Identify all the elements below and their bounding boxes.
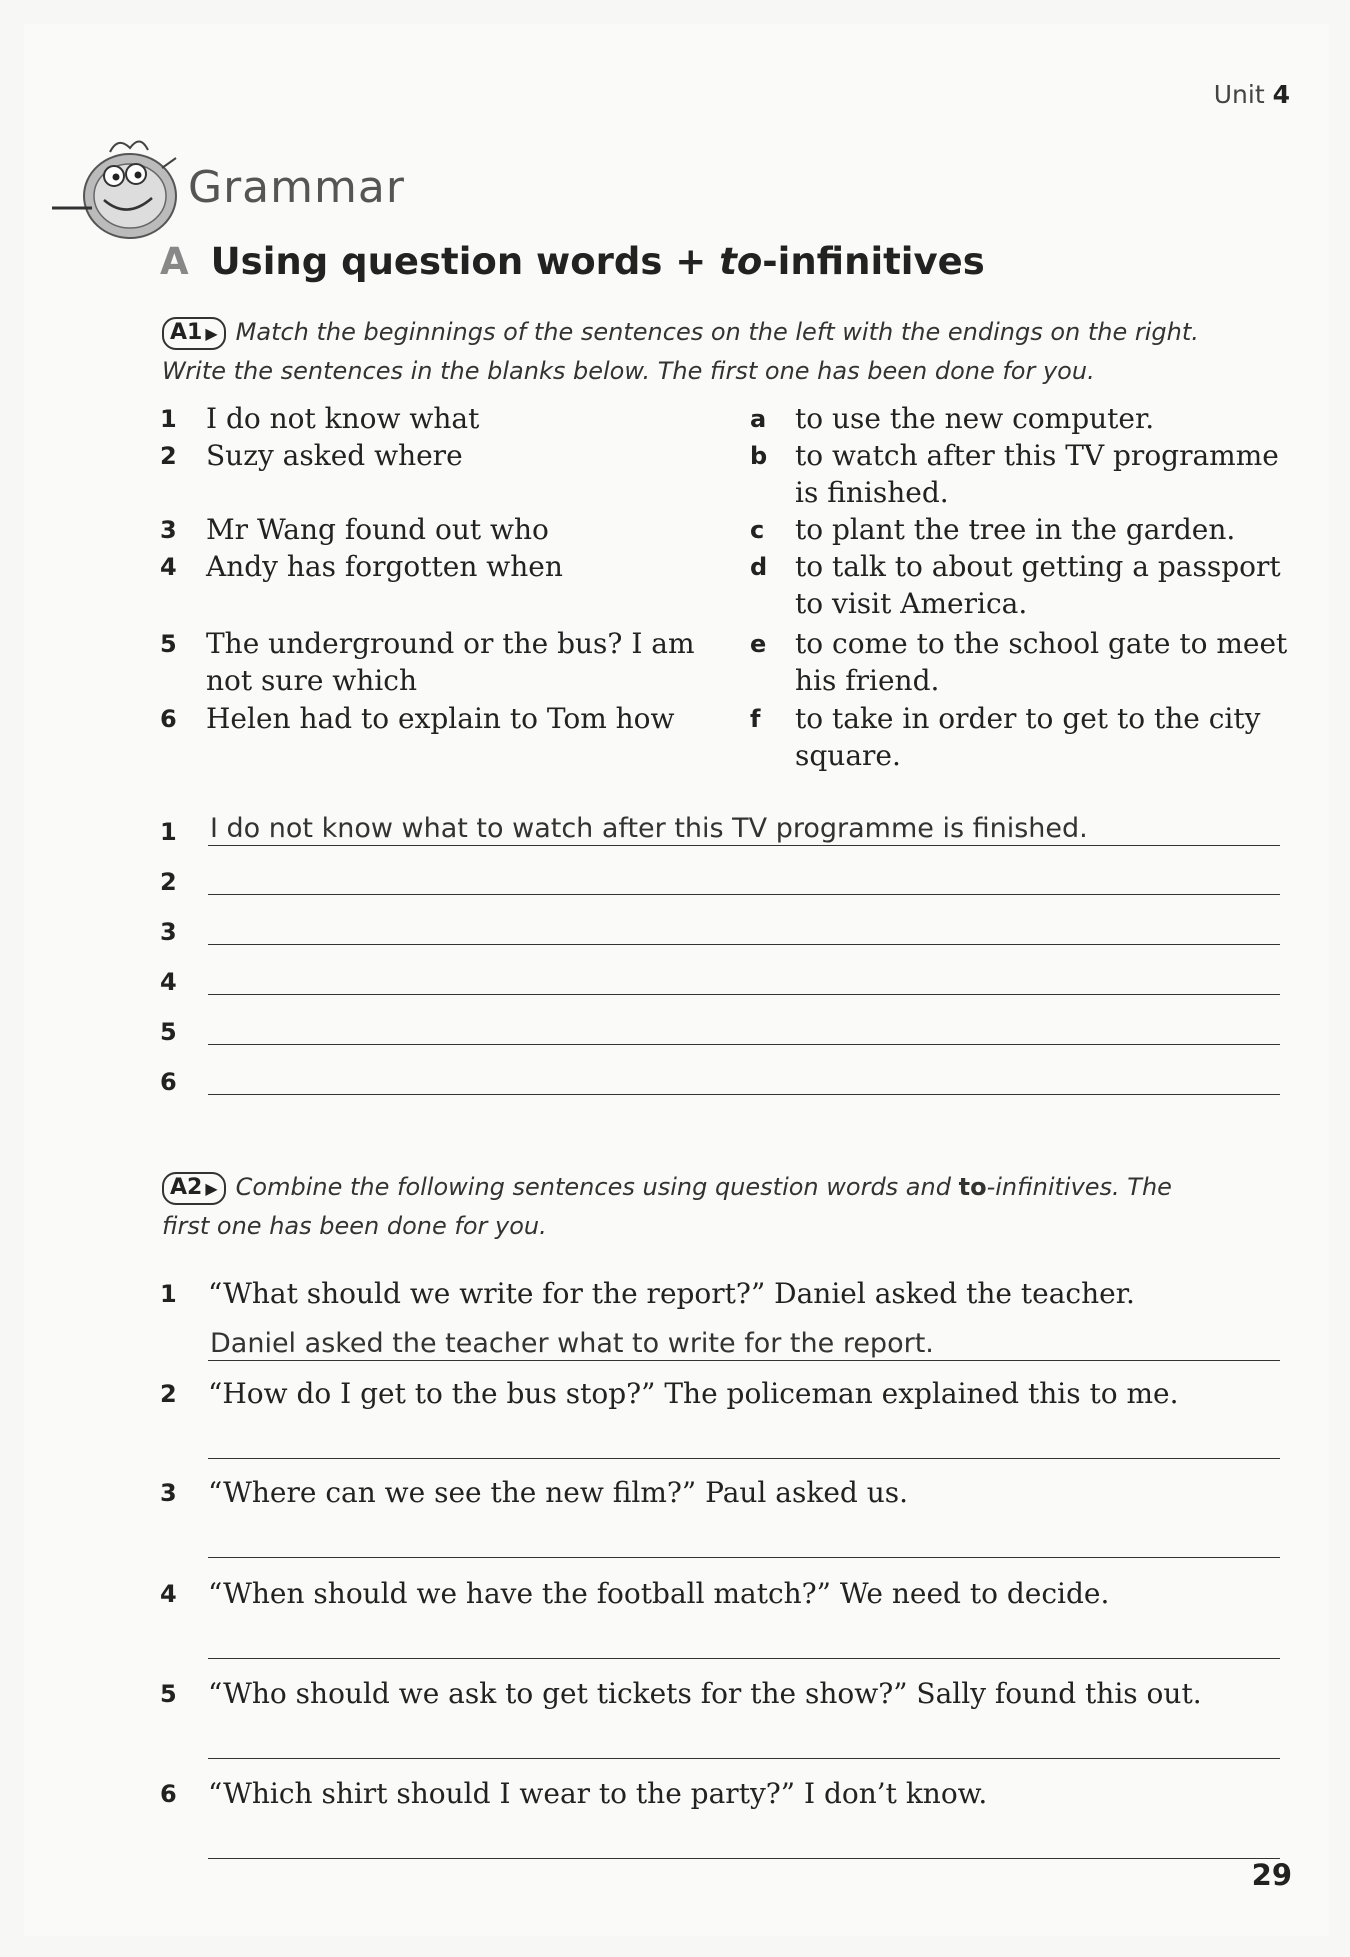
heading-italic: to (719, 240, 763, 283)
section-heading (160, 240, 985, 283)
a2-num: 4 (160, 1580, 177, 1608)
heading-text: Using question words + (210, 240, 720, 283)
right-item: to come to the school gate to meet (795, 627, 1288, 660)
answer-line[interactable] (208, 1094, 1280, 1095)
a2-num: 2 (160, 1380, 177, 1408)
left-num: 6 (160, 705, 177, 733)
answer-line[interactable] (208, 1044, 1280, 1045)
left-item: Helen had to explain to Tom how (206, 702, 675, 735)
a2-instruction-text: Combine the following sentences using question words and (235, 1173, 959, 1201)
section-title: Grammar (188, 162, 405, 213)
a1-badge: A1 ▶ (162, 317, 226, 350)
answer-num: 6 (160, 1068, 177, 1096)
left-item-cont: not sure which (206, 664, 417, 697)
a2-instruction-suffix: -infinitives. The (986, 1173, 1172, 1201)
right-item-cont: square. (795, 739, 901, 772)
answer-num: 5 (160, 1018, 177, 1046)
unit-label (1214, 80, 1290, 109)
left-item: Andy has forgotten when (206, 550, 563, 583)
right-item: to watch after this TV programme (795, 439, 1279, 472)
play-icon: ▶ (205, 1178, 218, 1198)
right-letter: d (750, 553, 768, 581)
right-item: to plant the tree in the garden. (795, 513, 1236, 546)
right-letter: f (750, 705, 761, 733)
left-item: The underground or the bus? I am (206, 627, 695, 660)
left-item: Mr Wang found out who (206, 513, 549, 546)
section-letter: A (160, 240, 189, 283)
left-num: 3 (160, 516, 177, 544)
play-icon: ▶ (205, 323, 218, 343)
a2-num: 5 (160, 1680, 177, 1708)
a2-question: “When should we have the football match?” We need to decide. (208, 1577, 1110, 1610)
right-item: to talk to about getting a passport (795, 550, 1281, 583)
left-item: I do not know what (206, 402, 480, 435)
a2-answer-text[interactable]: Daniel asked the teacher what to write for the report. (210, 1328, 934, 1359)
a2-question: “Who should we ask to get tickets for the show?” Sally found this out. (208, 1677, 1202, 1710)
left-num: 1 (160, 405, 177, 433)
a2-instruction-line2: first one has been done for you. (162, 1212, 547, 1240)
answer-line[interactable] (208, 1658, 1280, 1659)
a2-question: “How do I get to the bus stop?” The policeman explained this to me. (208, 1377, 1179, 1410)
answer-line[interactable] (208, 1458, 1280, 1459)
answer-num: 1 (160, 818, 177, 846)
a2-num: 1 (160, 1280, 177, 1308)
answer-num: 4 (160, 968, 177, 996)
left-num: 2 (160, 442, 177, 470)
answer-text[interactable]: I do not know what to watch after this TV programme is finished. (210, 813, 1088, 844)
answer-line[interactable] (208, 944, 1280, 945)
page-number: 29 (1251, 1858, 1292, 1892)
right-item-cont: his friend. (795, 664, 940, 697)
heading-suffix: -infinitives (762, 240, 985, 283)
a2-num: 3 (160, 1479, 177, 1507)
a2-instructions (162, 1168, 1272, 1246)
a2-instruction-bold: to (958, 1173, 987, 1201)
a1-instructions (162, 313, 1272, 391)
right-item: to use the new computer. (795, 402, 1155, 435)
a2-badge: A2 ▶ (162, 1172, 226, 1205)
answer-num: 2 (160, 868, 177, 896)
unit-number: 4 (1272, 80, 1290, 109)
answer-line[interactable] (208, 894, 1280, 895)
right-letter: c (750, 516, 765, 544)
a1-instruction-line2: Write the sentences in the blanks below. The first one has been done for you. (162, 357, 1095, 385)
a1-instruction-line1: Match the beginnings of the sentences on the left with the endings on the right. (235, 318, 1199, 346)
a2-question: “What should we write for the report?” Daniel asked the teacher. (208, 1277, 1135, 1310)
right-item: to take in order to get to the city (795, 702, 1261, 735)
answer-line[interactable] (208, 1858, 1280, 1859)
answer-line[interactable] (208, 1360, 1280, 1361)
left-num: 5 (160, 630, 177, 658)
answer-num: 3 (160, 918, 177, 946)
a2-question: “Where can we see the new film?” Paul asked us. (208, 1476, 909, 1509)
right-letter: a (750, 405, 767, 433)
right-item-cont: is finished. (795, 476, 949, 509)
answer-line[interactable] (208, 845, 1280, 846)
unit-prefix: Unit (1213, 80, 1265, 109)
left-num: 4 (160, 553, 177, 581)
workbook-page (24, 24, 1329, 1936)
answer-line[interactable] (208, 1557, 1280, 1558)
grammar-mascot-icon (52, 128, 182, 243)
right-letter: b (750, 442, 768, 470)
answer-line[interactable] (208, 1758, 1280, 1759)
a2-num: 6 (160, 1780, 177, 1808)
a2-question: “Which shirt should I wear to the party?” I don’t know. (208, 1777, 988, 1810)
answer-line[interactable] (208, 994, 1280, 995)
right-letter: e (750, 630, 767, 658)
right-item-cont: to visit America. (795, 587, 1028, 620)
left-item: Suzy asked where (206, 439, 463, 472)
